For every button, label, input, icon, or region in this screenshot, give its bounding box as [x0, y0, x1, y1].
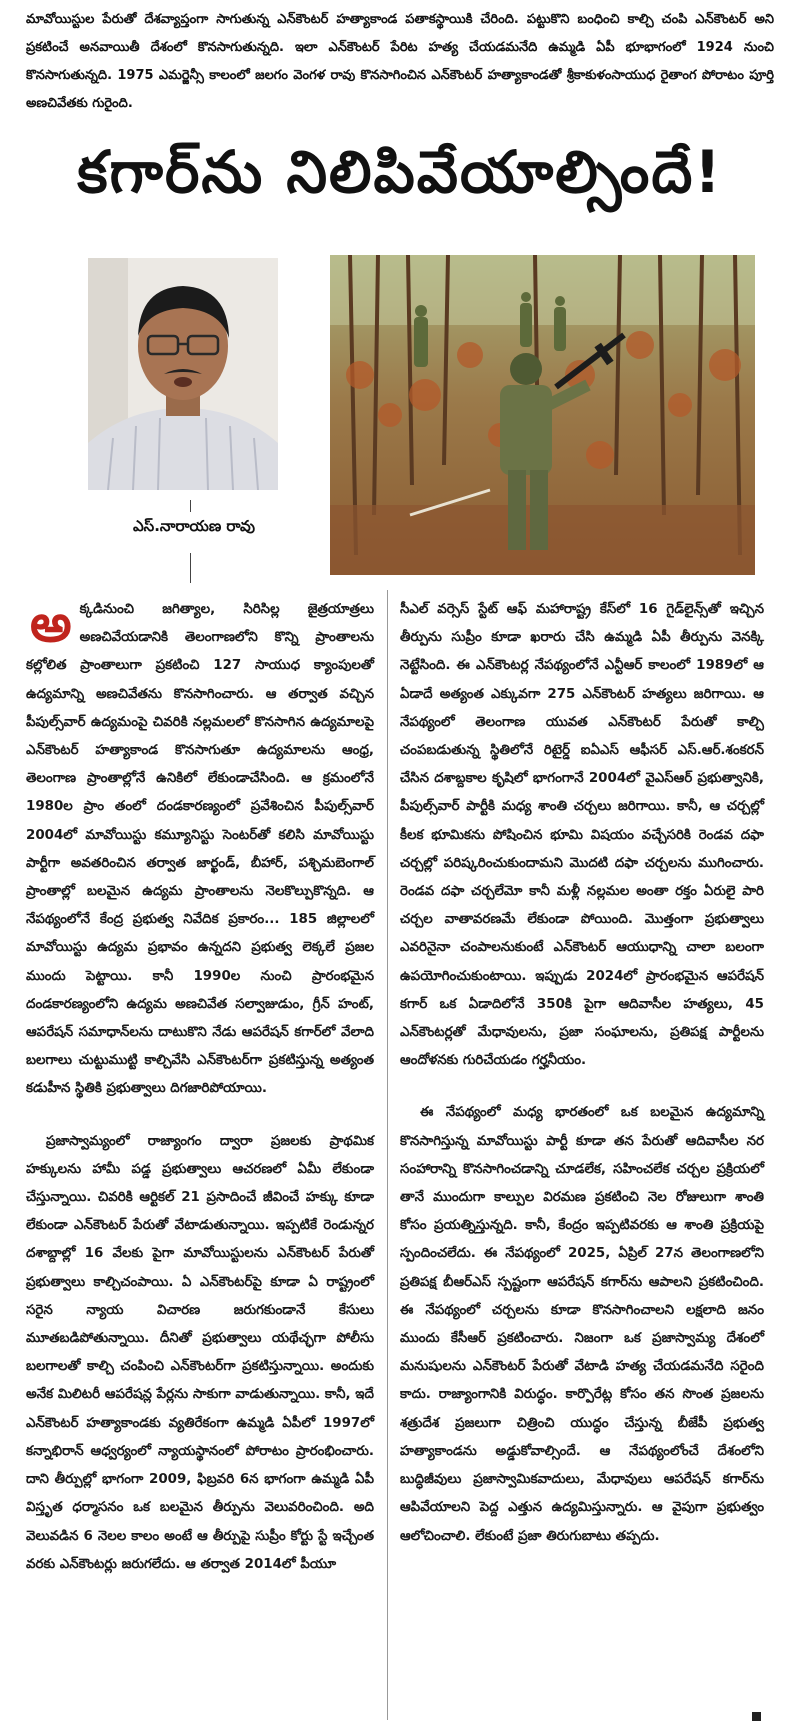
- article-column-right: [400, 596, 764, 1551]
- soldiers-forest-image: [330, 255, 755, 575]
- article-paragraph: ప్రజాస్వామ్యంలో రాజ్యాంగం ద్వారా ప్రజలకు ప్రాథమిక హక్కులను హామీ పడ్డ ప్రభుత్వాలు ఆచరణలో ఏమీ లేకుండా చేస్తున్నాయి. చివరికి ఆర్టికల్ 21 ప్రసాదించే జీవించే హక్కు కూడా లేకుండా ఎన్‌కౌంటర్ పేరుతో వేటాడుతున్నాయి. ఇప్పటికే రెండున్నర దశాబ్దాల్లో 16 వేలకు పైగా మావోయిస్టులను ఎన్‌కౌంటర్ పేరుతో ప్రభుత్వాలు కాల్చిచంపాయి. ఏ ఎన్‌కౌంటర్‌పై కూడా ఏ రాష్ట్రంలో సరైన న్యాయ విచారణ జరుగకుండానే కేసులు మూతబడిపోతున్నాయి. దీనితో ప్రభుత్వాలు యథేచ్ఛగా పోలీసు బలగాలతో కాల్చి చంపించి ఎన్‌కౌంటర్‌గా ప్రకటిస్తున్నాయి. అందుకు అనేక మిలిటరీ ఆపరేషన్ల పేర్లను సాకుగా వాడుతున్నాయి. కానీ, ఇదే ఎన్‌కౌంటర్ హత్యాకాండకు వ్యతిరేకంగా ఉమ్మడి ఏపీలో 1997లో కన్నాభిరాన్ ఆధ్వర్యంలో న్యాయస్థానంలో పోరాటం ప్రారంభించారు. దాని తీర్పుల్లో భాగంగా 2009, ఫిబ్రవరి 6న భాగంగా ఉమ్మడి ఏపీ విస్తృత ధర్మాసనం ఒక బలమైన తీర్పును వెలువరించింది. అది వెలువడిన 6 నెలల కాలం అంటే ఆ తీర్పుపై సుప్రీం కోర్టు స్టే ఇచ్చేంత వరకు ఎన్‌కౌంటర్లు జరుగలేదు. ఆ తర్వాత 2014లో పీయూ: [26, 1133, 374, 1572]
- dropcap: అ: [30, 594, 72, 654]
- standfirst: మావోయిస్టుల పేరుతో దేశవ్యాప్తంగా సాగుతున్న ఎన్‌కౌంటర్ హత్యాకాండ పతాకస్థాయికి చేరింది. పట్టుకొని బంధించి కాల్చి చంపి ఎన్‌కౌంటర్ అని ప్రకటించే అనవాయితీ దేశంలో కొనసాగుతున్నది. ఇలా ఎన్‌కౌంటర్ పేరిట హత్య చేయడమనేది ఉమ్మడి ఏపీ భూభాగంలో 1924 నుంచి కొనసాగుతున్నది. 1975 ఎమర్జెన్సీ కాలంలో జలగం వెంగళ రావు కొనసాగించిన ఎన్‌కౌంటర్ హత్యాకాండతో శ్రీకాకుళంసాయుధ రైతాంగ పోరాటం పూర్తి అణచివేతకు గురైంది.: [26, 12, 774, 111]
- author-portrait-image: [88, 258, 278, 490]
- article-end-mark: [752, 1712, 761, 1721]
- article-paragraph: సీఎల్ వర్సెస్ స్టేట్ ఆఫ్ మహారాష్ట్ర కేస్‌లో 16 గైడ్‌లైన్స్‌తో ఇచ్చిన తీర్పును సుప్రీం కూడా ఖరారు చేసి ఉమ్మడి ఏపీ తీర్పును వెనక్కి నెట్టేసింది. ఈ ఎన్‌కౌంటర్ల నేపథ్యంలోనే ఎన్టీఆర్ కాలంలో 1989లో ఆ ఏడాదే అత్యంత ఎక్కువగా 275 ఎన్‌కౌంటర్ హత్యలు జరిగాయి. ఆ నేపథ్యంలో తెలంగాణ యువత ఎన్‌కౌంటర్ పేరుతో కాల్చి చంపబడుతున్న స్థితిలోనే రిటైర్డ్ ఐఏఎస్ ఆఫీసర్ ఎస్.ఆర్.శంకరన్ చేసిన దశాబ్దకాల కృషిలో భాగంగానే 2004లో వైఎస్‌ఆర్ ప్రభుత్వానికి, పీపుల్స్‌వార్ పార్టీకి మధ్య శాంతి చర్చలు జరిగాయి. కానీ, ఆ చర్చల్లో కీలక భూమికను పోషించిన భూమి విషయం వచ్చేసరికి రెండవ దఫా చర్చల్లో పరిష్కరించుకుందామని మొదటి దఫా చర్చలను ముగించారు. రెండవ దఫా చర్చలేమో కానీ మళ్లీ నల్లమల అంతా రక్తం ఏరులై పారి చర్చల వాతావరణమే లేకుండా పోయింది. మొత్తంగా ప్రభుత్వాలు ఎవరినైనా చంపాలనుకుంటే ఎన్‌కౌంటర్ ఆయుధాన్ని చాలా బలంగా ఉపయోగించుకుంటాయి. ఇప్పుడు 2024లో ప్రారంభమైన ఆపరేషన్ కగార్ ఒక ఏడాదిలోనే 350కి పైగా ఆదివాసీల హత్యలు, 45 ఎన్‌కౌంటర్లతో మేధావులను, ప్రజా సంఘాలను, ప్రతిపక్ష పార్టీలను ఆందోళనకు గురిచేయడం గర్హనీయం.: [400, 602, 764, 1069]
- author-byline: ఎస్.నారాయణ రావు: [133, 517, 255, 535]
- article-paragraph: [26, 596, 374, 1104]
- column-divider: [387, 590, 388, 1720]
- article-paragraph: ఈ నేపథ్యంలో మధ్య భారతంలో ఒక బలమైన ఉద్యమాన్ని కొనసాగిస్తున్న మావోయిస్టు పార్టీ కూడా తన పేరుతో ఆదివాసీల నర సంహారాన్ని కొనసాగించడాన్ని చూడలేక, సహించలేక చర్చల ప్రక్రియలో తానే ముందుగా కాల్పుల విరమణ ప్రకటించి నెల రోజులుగా శాంతి కోసం ప్రయత్నిస్తున్నది. కానీ, కేంద్రం ఇప్పటివరకు ఆ శాంతి ప్రక్రియపై స్పందించలేదు. ఈ నేపథ్యంలో 2025, ఏప్రిల్ 27న తెలంగాణలోని ప్రతిపక్ష బీఆర్‌ఎస్ స్పష్టంగా ఆపరేషన్ కగార్‌ను ఆపాలని ప్రకటించింది. ఈ నేపథ్యంలో చర్చలను కూడా కొనసాగించాలని లక్షలాది జనం ముందు కేసీఆర్ ప్రకటించారు. నిజంగా ఒక ప్రజాస్వామ్య దేశంలో మనుషులను ఎన్‌కౌంటర్ పేరుతో వేటాడి హత్య చేయడమనేది సరైంది కాదు. రాజ్యాంగానికి విరుద్ధం. కార్పొరేట్ల కోసం తన సొంత ప్రజలను శత్రుదేశ ప్రజలుగా చిత్రించి యుద్ధం చేస్తున్న బీజేపీ ప్రభుత్వ హత్యాకాండను అడ్డుకోవాల్సిందే. ఆ నేపథ్యంలోంచే దేశంలోని బుద్ధిజీవులు ప్రజాస్వామికవాదులు, మేధావులు ఆపరేషన్ కగార్‌ను ఆపివేయాలని పెద్ద ఎత్తున ఉద్యమిస్తున్నారు. ఆ వైపుగా ప్రభుత్వం ఆలోచించాలి. లేకుంటే ప్రజా తిరుగుబాటు తప్పదు.: [400, 1105, 764, 1544]
- byline-rule-bottom: [190, 553, 191, 583]
- article-column-left: [26, 596, 374, 1579]
- byline-rule-top: [190, 500, 191, 512]
- article-text: క్కడినుంచి జగిత్యాల, సిరిసిల్ల జైత్రయాత్రలు అణచివేయడానికి తెలంగాణలోని కొన్ని ప్రాంతాలను కల్లోలిత ప్రాంతాలుగా ప్రకటించి 127 సాయుధ క్యాంపులతో ఉద్యమాన్ని అణచివేతను కొనసాగించారు. ఆ తర్వాత వచ్చిన పీపుల్స్‌వార్ ఉద్యమంపై చివరికి నల్లమలలో కొనసాగిన ఉద్యమాలపై ఎన్‌కౌంటర్ హత్యాకాండ కొనసాగుతూ ఉద్యమాలను ఆంధ్ర, తెలంగాణ ప్రాంతాల్లోనే ఉనికిలో లేకుండాచేసింది. ఆ క్రమంలోనే 1980ల ప్రాం తంలో దండకారణ్యంలో ప్రవేశించిన పీపుల్స్‌వార్ 2004లో మావోయిస్టు కమ్యూనిస్టు సెంటర్‌తో కలిసి మావోయిస్టు పార్టీగా అవతరించిన తర్వాత జార్ఖండ్, బీహార్, పశ్చిమబెంగాల్ ప్రాంతాల్లో బలమైన ఉద్యమ ప్రాంతాలను నెలకొల్పుకొన్నది. ఆ నేపథ్యంలోనే కేంద్ర ప్రభుత్వ నివేదిక ప్రకారం... 185 జిల్లాలలో మావోయిస్టు ఉద్యమ ప్రభావం ఉన్నదని ప్రభుత్వ లెక్కలే ప్రజల ముందు పెట్టాయి. కానీ 1990ల నుంచి ప్రారంభమైన దండకారణ్యంలోని ఉద్యమ అణచివేత సల్వాజుడుం, గ్రీన్ హంట్, ఆపరేషన్ సమాధాన్‌లను దాటుకొని నేడు ఆపరేషన్ కగార్‌లో వేలాది బలగాలు చుట్టుముట్టి కాల్చివేసి ఎన్‌కౌంటర్‌గా ప్రకటిస్తున్న అత్యంత కడుహీన స్థితికి ప్రభుత్వాలు దిగజారిపోయాయి.: [26, 602, 374, 1097]
- headline: కగార్‌ను నిలిపివేయాల్సిందే!: [77, 138, 723, 206]
- main-photo: [330, 255, 755, 575]
- author-photo: [88, 258, 278, 490]
